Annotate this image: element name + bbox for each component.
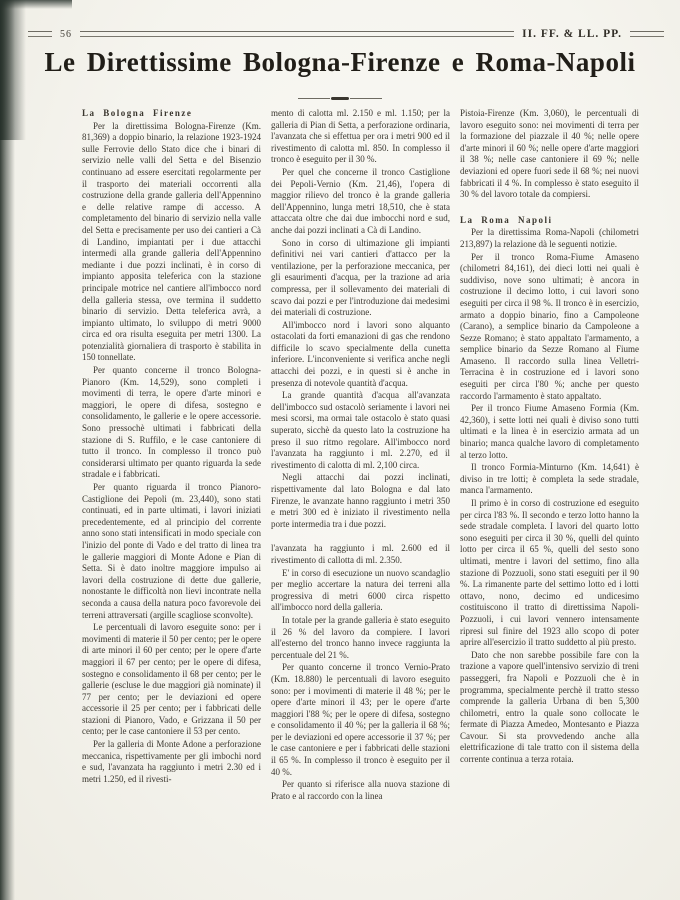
paragraph: Per quanto riguarda il tronco Pianoro-Castiglione dei Pepoli (m. 23,440), sono stati continuati, ed in parte ultimati, i lavori iniziati precedentemente, ed al principio del corrente anno sono stati intensificati in modo speciale con l'inizio del ponte di Vado e del tratto di linea tra le gallerie maggiori di Monte Adone e Pian di Setta. Si è dato inoltre maggiore impulso ai lavori della costruzione di dette due gallerie, nonostante le difficoltà non lievi incontrate nella seconda a causa della natura poco favorevole dei terreni attraversati (argille scagliose sconvolte).: [82, 482, 261, 620]
column-2: [271, 108, 450, 803]
journal-title: II. FF. & LL. PP.: [522, 28, 622, 40]
paragraph: mento di calotta ml. 2.150 e ml. 1.150; per la galleria di Pian di Setta, a perforazione ordinaria, l'avanzata che si effettua per ora i metri 900 ed il rivestimento di calotta ml. 850. In complesso il tronco è eseguito per il 30 %.: [271, 108, 450, 165]
paragraph: l'avanzata ha raggiunto i ml. 2.600 ed il rivestimento di callotta di ml. 2.350.: [271, 543, 450, 565]
column-3: [460, 108, 639, 803]
paragraph: All'imbocco nord i lavori sono alquanto ostacolati da forti emanazioni di gas che rendono difficile lo scavo specialmente della cunetta inferiore. L'inconveniente si verifica anche negli attacchi dei pozzi, e in questi si è anche in presenza di notevole quantità d'acqua.: [271, 319, 450, 388]
paragraph: Pistoia-Firenze (Km. 3,060), le percentuali di lavoro eseguito sono: nei movimenti di terra per la formazione del piazzale il 40 %; nelle opere d'arte minori il 60 %; nelle opere d'arte maggiori il 38 %; nelle case cantoniere il 69 %; nelle deviazioni ed opere fuori sede il 68 %; nei nuovi fabbricati il 4 %. In complesso è stato eseguito il 30 % del lavoro totale da compiersi.: [460, 108, 639, 200]
paragraph: Le percentuali di lavoro eseguite sono: per i movimenti di materie il 50 per cento; per le opere di arte minori il 60 per cento; per le opere d'arte maggiori il 67 per cento; per le opere di difesa, sostegno e consolidamento il 68 per cento; per le gallerie (escluse le due maggiori già nominate) il 77 per cento; per le deviazioni ed opere accessorie il 25 per cento; per i fabbricati delle stazioni di Pianoro, Vado, e Grizzana il 50 per cento; per le case cantoniere il 53 per cento.: [82, 622, 261, 737]
divider-line-left: [298, 98, 330, 99]
paragraph: Per il tronco Roma-Fiume Amaseno (chilometri 84,161), dei dieci lotti nei quali è suddiviso, nove sono ultimati; è ancora in costruzione il decimo lotto, i cui lavori sono eseguiti per circa il 98 %. Il tronco è in esercizio, armato a doppio binario, fino a Campoleone (Carano), a semplice binario da Campoleone a Sezze Romano; è stato appaltato l'armamento, a semplice binario da Sezze Romano al Fiume Amaseno. Il raccordo sulla linea Velletri-Terracina è in costruzione ed i lavori sono eseguiti per circa l'80 %; anche per questo raccordo l'armamento è stato appaltato.: [460, 251, 639, 401]
paragraph: In totale per la grande galleria è stato eseguito il 26 % del lavoro da compiere. I lavori all'esterno del tronco hanno invece raggiunta la percentuale del 21 %.: [271, 614, 450, 660]
page-header: [28, 28, 664, 40]
scan-shadow-top: [0, 0, 72, 9]
section-heading-roma-napoli: La Roma Napoli: [460, 214, 553, 225]
scan-shadow-left: [0, 0, 15, 900]
paragraph: Il tronco Formia-Minturno (Km. 14,641) è diviso in tre lotti; è completa la sede stradale, manca l'armamento.: [460, 462, 639, 496]
article-title: Le Direttissime Bologna-Firenze e Roma-Napoli: [44, 47, 636, 77]
paragraph: Per la direttissima Bologna-Firenze (Km. 81,369) a doppio binario, la relazione 1923-1924 sulle Ferrovie dello Stato dice che i binari di servizio nelle valli del Setta e del Bisenzio continuano ad essere esercitati regolarmente per il trasporto dei materiali occorrenti alla costruzione della grande galleria dell'Appennino e delle relative rampe di accesso. A completamento del binario di servizio nella valle del Setta e precisamente per uso dei cantieri a Cà di Landino, impiantati per i due attacchi intermedi alla grande galleria dell'Appennino mediante i due pozzi inclinati, è in corso di impianto apposita teleferica con la stazione principale motrice nel cantiere all'imbocco nord della galleria stessa, ove termina il suddetto binario di servizio. Detta teleferica avrà, a impianto ultimato, lo sviluppo di metri 9000 circa ed ora risulta eseguita per metri 1300. La potenzialità giornaliera di trasporto è stabilita in 150 tonnellate.: [82, 120, 261, 363]
paragraph: Per la direttissima Roma-Napoli (chilometri 213,897) la relazione dà le seguenti notizie.: [460, 227, 639, 249]
paragraph: Dato che non sarebbe possibile fare con la trazione a vapore quell'intensivo servizio di treni passeggeri, fra Napoli e Pozzuoli che è in programma, specialmente perchè il tratto stesso comprende la galleria Urbana di ben 5,300 chilometri, entro la quale sono collocate le fermate di Piazza Amedeo, Montesanto e Piazza Cavour. Si sta provvedendo anche alla elettrificazione di tale tratto con il sistema della corrente continua a terza rotaia.: [460, 649, 639, 765]
header-rule-left: [28, 31, 52, 37]
paragraph: Per quanto concerne il tronco Bologna-Pianoro (Km. 14,529), sono completi i movimenti di terra, le opere d'arte minori e maggiori, le opere di difesa, sostegno e consolidamento, le gallerie e le opere accessorie. Sono pressochè ultimati i fabbricati della stazione di S. Ruffilo, e le case cantoniere di tutto il tronco. In complesso il tronco può considerarsi ultimato per quanto riguarda la sede stradale e i fabbricati.: [82, 365, 261, 480]
divider-ornament: [331, 97, 349, 100]
paragraph: Il primo è in corso di costruzione ed eseguito per circa l'83 %. Il secondo e terzo lotto hanno la sede stradale completa. I lavori del quarto lotto sono eseguiti per circa il 30 %, quelli del quinto lotto per circa il 65 %, quelli del sesto sono ultimati, mentre i lavori del settimo, fino alla stazione di Pozzuoli, sono stati eseguiti per il 90 %. La rimanente parte del settimo lotto ed i lotti ottavo, nono, decimo ed undicesimo costituiscono il tratto di direttissima Napoli-Pozzuoli, i cui lavori vennero intensamente ripresi sul finire del 1923 allo scopo di poter aprire all'esercizio il tratto suddetto al più presto.: [460, 498, 639, 648]
title-divider: [298, 97, 382, 100]
paragraph: Per quanto si riferisce alla nuova stazione di Prato e al raccordo con la linea: [271, 779, 450, 801]
paragraph: Per quel che concerne il tronco Castiglione dei Pepoli-Vernio (Km. 21,46), l'opera di maggior rilievo del tronco è la grande galleria dell'Appennino, lunga metri 18,510, che è stata attaccata oltre che dai due imbocchi nord e sud, anche dai pozzi inclinati a Cà di Landino.: [271, 166, 450, 235]
header-rule-right: [630, 31, 664, 37]
paragraph: Sono in corso di ultimazione gli impianti definitivi nei vari cantieri d'attacco per la ventilazione, per la perforazione meccanica, per gli esaurimenti d'acqua, per la trazione ad aria compressa, per il sollevamento dei materiali di scavo dai pozzi e per l'introduzione dai medesimi dei materiali di costruzione.: [271, 237, 450, 318]
page-number: 56: [60, 28, 72, 40]
paragraph: Per quanto concerne il tronco Vernio-Prato (Km. 18.880) le percentuali di lavoro eseguito sono: per i movimenti di materie il 48 %; per le opere d'arte minori il 43; per le opere d'arte maggiori l'88 %; per le opere di difesa, sostegno e consolidamento il 40 %; per la galleria il 68 %; per le deviazioni ed opere accessorie il 37 %; per le case cantoniere e per i fabbricati delle stazioni il 65 %. In complesso il tronco è eseguito per il 40 %.: [271, 662, 450, 777]
paragraph: Negli attacchi dai pozzi inclinati, rispettivamente dal lato Bologna e dal lato Firenze, le avanzate hanno raggiunto i metri 350 e metri 300 ed è iniziato il rivestimento nella porte intermedia tra i due pozzi.: [271, 472, 450, 529]
paragraph: La grande quantità d'acqua all'avanzata dell'imbocco sud ostacolò seriamente i lavori nei mesi scorsi, ma ormai tale ostacolo è stato quasi superato, sicchè da questo lato la costruzione ha preso il suo ritmo regolare. All'imbocco nord l'avanzata ha raggiunto i ml. 2.270, ed il rivestimento di calotta di ml. 2,100 circa.: [271, 390, 450, 470]
paragraph: Per il tronco Fiume Amaseno Formia (Km. 42,360), i sette lotti nei quali è diviso sono tutti ultimati e la linea è in esercizio armata ad un binario; manca qualche lavoro di completamento al terzo lotto.: [460, 403, 639, 460]
column-1: [82, 108, 261, 803]
divider-line-right: [350, 98, 382, 99]
paragraph: Per la galleria di Monte Adone a perforazione meccanica, rispettivamente per gli imbochi nord e sud, l'avanzata ha raggiunto i metri 2.30 ed i metri 1.250, ed il rivesti-: [82, 739, 261, 784]
header-rule-middle: [80, 31, 514, 37]
article-columns: [82, 108, 640, 803]
section-heading-bologna-firenze: La Bologna Firenze: [82, 108, 193, 118]
paragraph: E' in corso di esecuzione un nuovo scandaglio per meglio accertare la natura dei terreni alla progressiva di metri 6000 circa rispetto all'imbocco nord della galleria.: [271, 567, 450, 613]
